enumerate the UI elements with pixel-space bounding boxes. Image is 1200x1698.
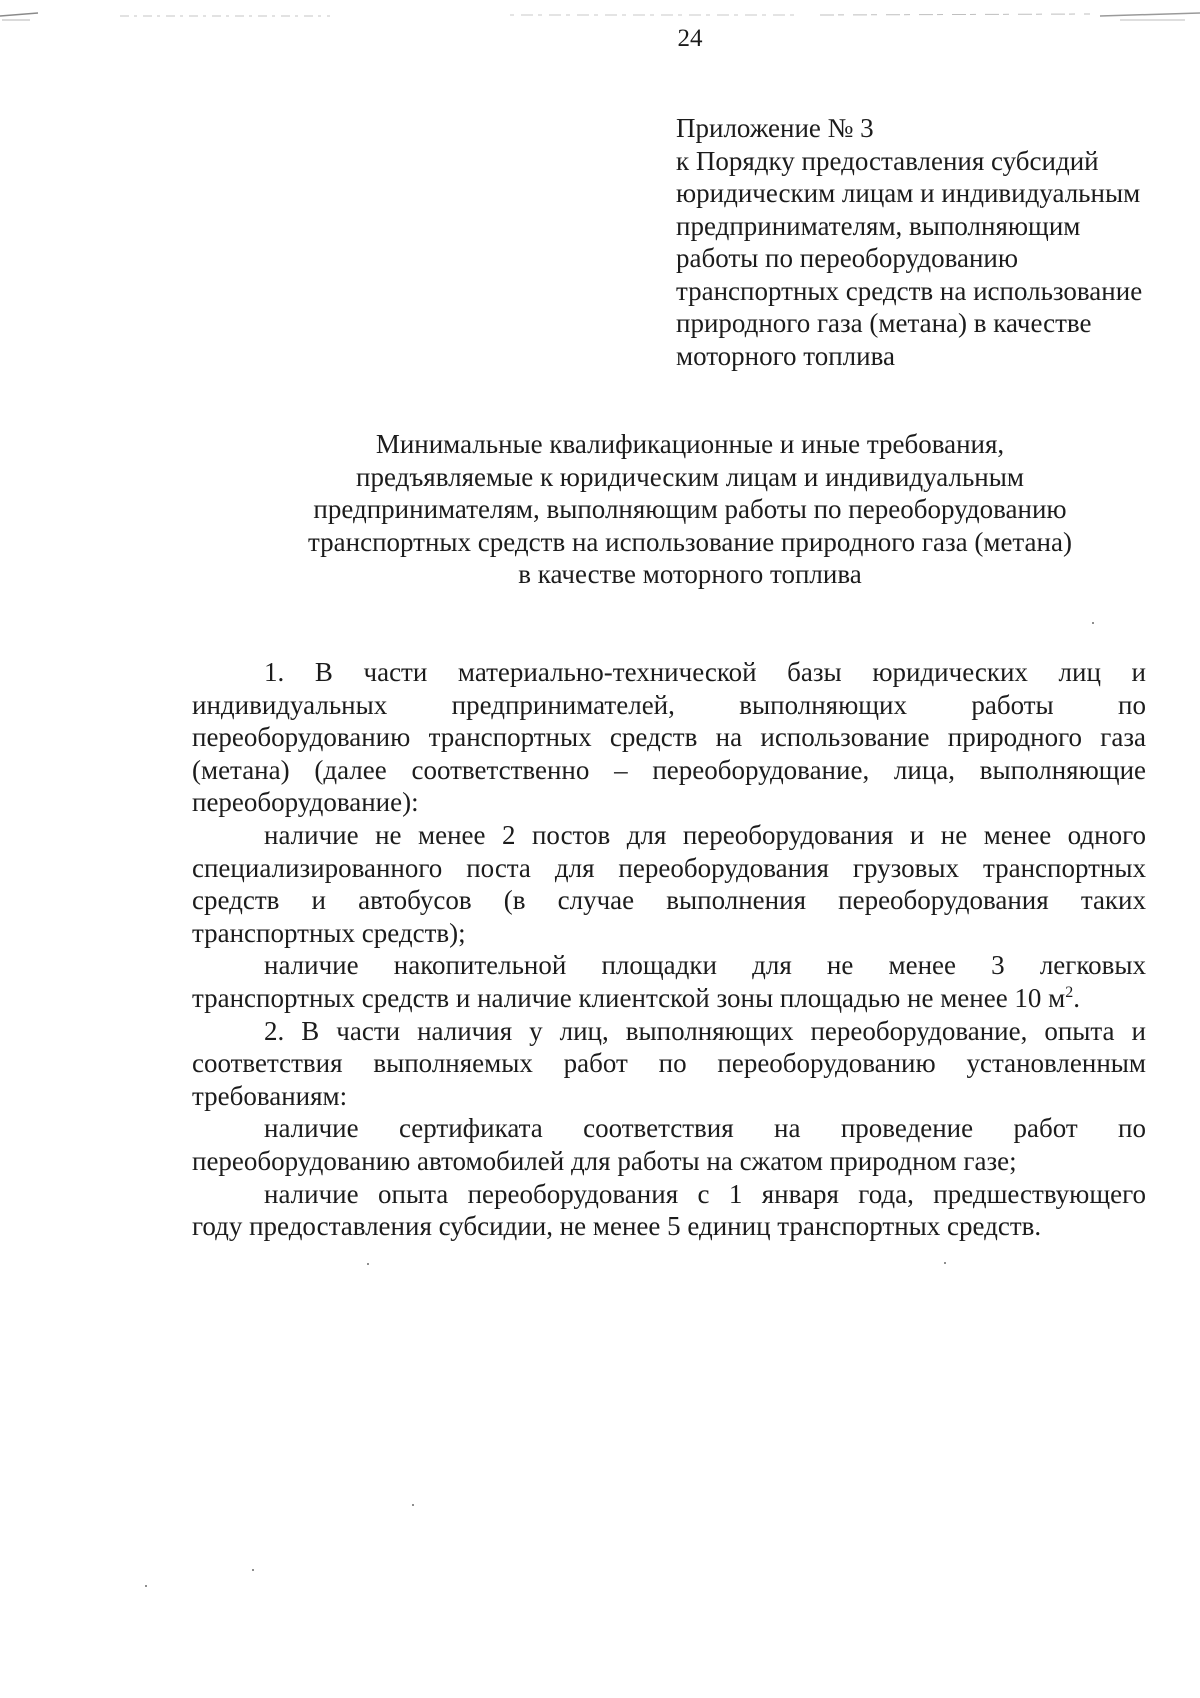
appendix-line: юридическим лицам и индивидуальным xyxy=(676,178,1141,208)
paragraph-line xyxy=(192,982,1146,1015)
appendix-line: моторного топлива xyxy=(676,340,895,371)
appendix-line: работы по переоборудованию xyxy=(676,243,1019,273)
paragraph-4 xyxy=(192,1015,1146,1113)
appendix-line: предпринимателям, выполняющим xyxy=(676,210,1081,241)
appendix-line: Приложение № 3 xyxy=(676,113,874,143)
title-line: предпринимателям, выполняющим работы по переоборудованию xyxy=(313,494,1067,524)
appendix-line: природного газа (метана) в качестве xyxy=(676,308,1092,338)
scan-speck xyxy=(252,1569,254,1571)
scan-speck xyxy=(944,1262,946,1264)
scan-speck xyxy=(1092,622,1094,624)
paragraph-line: переоборудование): xyxy=(192,787,419,818)
appendix-line: транспортных средств на использование xyxy=(676,275,1143,306)
paragraph-line: году предоставления субсидии, не менее 5 единиц транспортных средств. xyxy=(192,1211,1042,1242)
paragraph-line: транспортных средств); xyxy=(192,917,466,948)
document-title xyxy=(150,428,1200,591)
title-line: транспортных средств на использование природного газа (метана) xyxy=(308,526,1072,557)
paragraph-line: соответствия выполняемых работ по переоборудованию установленным xyxy=(192,1048,1146,1079)
scan-speck xyxy=(367,1263,369,1265)
paragraph-line: переоборудованию автомобилей для работы на сжатом природном газе; xyxy=(192,1145,1017,1176)
scan-edge-artifacts xyxy=(0,0,1200,26)
paragraph-line: наличие опыта переоборудования с 1 января года, предшествующего xyxy=(264,1178,1146,1209)
paragraph-2 xyxy=(192,819,1146,949)
title-line: в качестве моторного топлива xyxy=(518,559,862,589)
appendix-line: к Порядку предоставления субсидий xyxy=(676,145,1099,176)
paragraph-1 xyxy=(192,656,1146,819)
appendix-reference xyxy=(676,112,1176,372)
paragraph-line: требованиям: xyxy=(192,1080,348,1111)
paragraph-line: индивидуальных предпринимателей, выполняющих работы по xyxy=(192,689,1146,720)
line-end-period: . xyxy=(1073,982,1081,1013)
paragraph-line: переоборудованию транспортных средств на использование природного газа xyxy=(192,722,1146,753)
paragraph-line: специализированного поста для переоборудования грузовых транспортных xyxy=(192,852,1146,883)
title-line: предъявляемые к юридическим лицам и индивидуальным xyxy=(356,461,1024,492)
paragraph-5 xyxy=(192,1112,1146,1177)
paragraph-line: (метана) (далее соответственно – переоборудование, лица, выполняющие xyxy=(192,754,1146,785)
page-number: 24 xyxy=(677,25,703,52)
paragraph-3 xyxy=(192,949,1146,1014)
title-line: Минимальные квалификационные и иные требования, xyxy=(375,429,1005,459)
paragraph-line: средств и автобусов (в случае выполнения переоборудования таких xyxy=(192,885,1146,916)
paragraph-line: наличие сертификата соответствия на проведение работ по xyxy=(264,1113,1146,1144)
paragraph-6 xyxy=(192,1178,1146,1243)
scan-speck xyxy=(412,1504,414,1506)
paragraph-line: наличие накопительной площадки для не менее 3 легковых xyxy=(264,950,1146,981)
paragraph-line: 1. В части материально-технической базы юридических лиц и xyxy=(264,657,1146,687)
paragraph-line: наличие не менее 2 постов для переоборудования и не менее одного xyxy=(264,819,1146,850)
paragraph-line: 2. В части наличия у лиц, выполняющих переоборудование, опыта и xyxy=(264,1015,1146,1046)
superscript-2: 2 xyxy=(1065,983,1074,1001)
paragraph-line-text: транспортных средств и наличие клиентской зоны площадью не менее 10 м xyxy=(192,982,1066,1013)
scan-speck xyxy=(145,1585,147,1587)
document-body xyxy=(192,656,1146,1243)
